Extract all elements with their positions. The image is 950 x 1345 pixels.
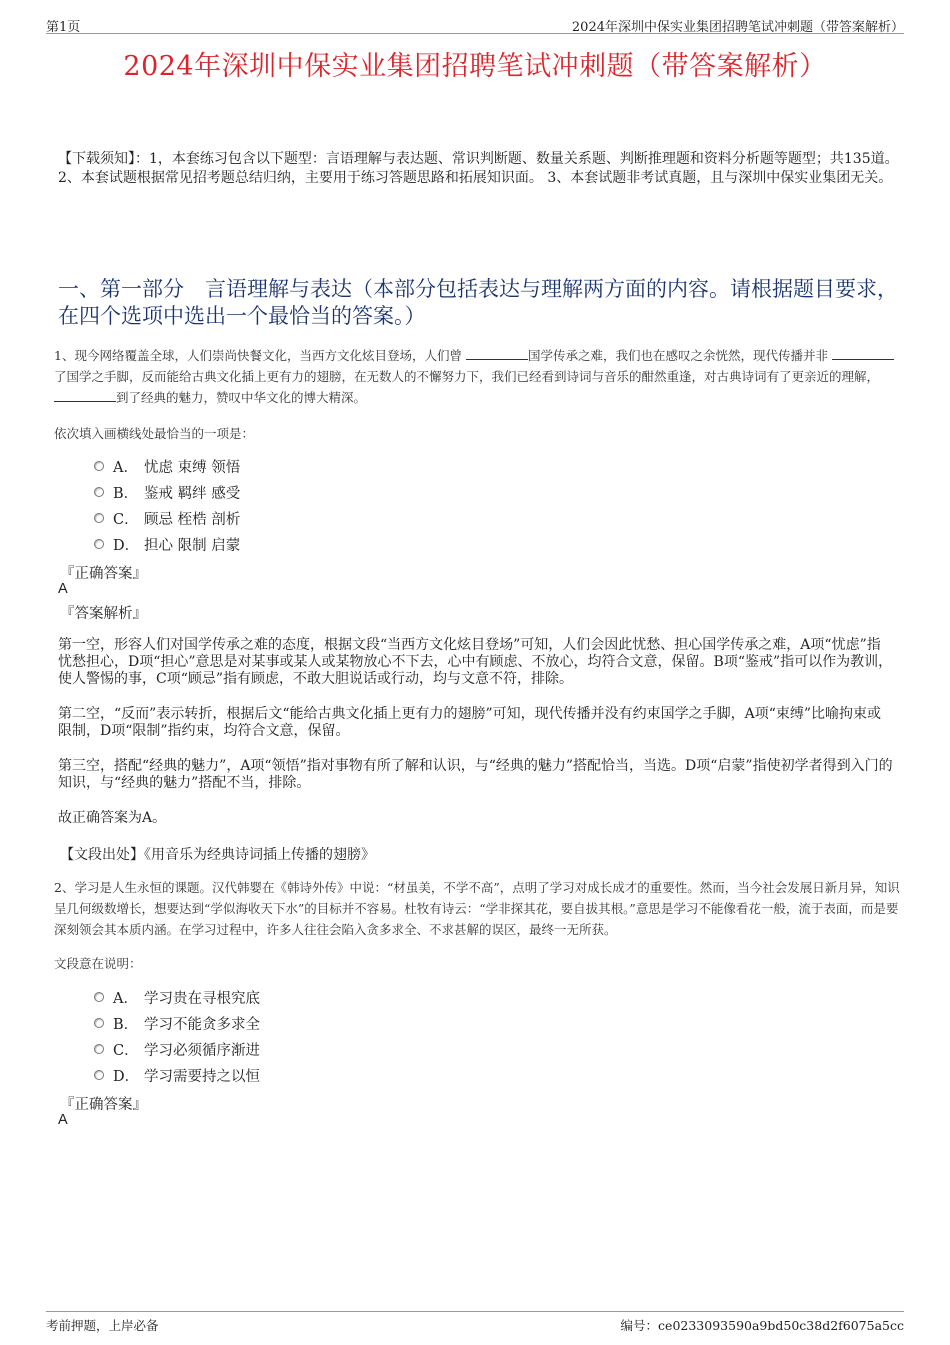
radio-button[interactable] (94, 1070, 104, 1080)
question-1-text: 1、现今网络覆盖全球，人们崇尚快餐文化，当西方文化炫目登场，人们曾 国学传承之难，我们也在感叹之余恍然，现代传播并非 了国学之手脚，反而能给古典文化插上更有力的翅膀，在无数人的不懈努力下，我们已经看到诗词与音乐的酣然重逢，对古典诗词有了更亲近的理解， 到了经典的魅力，赞叹中华文化的博大精深。 (54, 345, 902, 408)
document-id: 编号：ce0233093590a9bd50c38d2f6075a5cc (620, 1318, 904, 1333)
question-2-text: 2、学习是人生永恒的课题。汉代韩婴在《韩诗外传》中说：“材虽美，不学不高”，点明了学习对成长成才的重要性。然而，当今社会发展日新月异，知识呈几何级数增长，想要达到“学似海收天下水”的目标并不容易。杜牧有诗云：“学非探其花，要自拔其根。”意思是学习不能像看花一般，流于表面，而是要深刻领会其本质内涵。在学习过程中，许多人往往会陷入贪多求全、不求甚解的误区，最终一无所获。 (54, 880, 900, 937)
analysis-paragraph: 第一空，形容人们对国学传承之难的态度，根据文段“当西方文化炫目登场”可知，人们会因此忧愁、担心国学传承之难，A项“忧虑”指忧愁担心，D项“担心”意思是对某事或某人或某物放心不下去，心中有顾虑、不放心，均符合文意，保留。B项“鉴戒”指可以作为教训，使人警惕的事，C项“顾忌”指有顾虑，不敢大胆说话或行动，均与文意不符，排除。 (58, 637, 893, 687)
passage-source: 【文段出处】《用音乐为经典诗词插上传播的翅膀》 (60, 847, 375, 863)
option-a[interactable]: A． 忧虑 束缚 领悟 (94, 453, 240, 479)
correct-answer-label: 『正确答案』 (60, 566, 147, 582)
question-2-options (94, 984, 260, 1088)
radio-button[interactable] (94, 992, 104, 1002)
radio-button[interactable] (94, 539, 104, 549)
option-a[interactable]: A． 学习贵在寻根究底 (94, 984, 260, 1010)
option-d[interactable]: D． 担心 限制 启蒙 (94, 531, 240, 557)
analysis-paragraph: 第二空，“反而”表示转折，根据后文“能给古典文化插上更有力的翅膀”可知，现代传播并没有约束国学之手脚，A项“束缚”比喻拘束或限制，D项“限制”指约束，均符合文意，保留。 (58, 706, 882, 739)
analysis-label: 『答案解析』 (60, 606, 147, 622)
radio-button[interactable] (94, 513, 104, 523)
radio-button[interactable] (94, 461, 104, 471)
fill-blank-2 (832, 346, 894, 360)
option-c[interactable]: C． 顾忌 桎梏 剖析 (94, 505, 240, 531)
header-doc-title: 2024年深圳中保实业集团招聘笔试冲刺题（带答案解析） (571, 20, 904, 35)
option-b[interactable]: B． 学习不能贪多求全 (94, 1010, 260, 1036)
option-d[interactable]: D． 学习需要持之以恒 (94, 1062, 260, 1088)
fill-blank-1 (466, 346, 528, 360)
document-title: 2024年深圳中保实业集团招聘笔试冲刺题（带答案解析） (123, 51, 827, 82)
footer-slogan: 考前押题，上岸必备 (46, 1318, 159, 1333)
question-2-prompt: 文段意在说明： (54, 956, 142, 971)
download-notice: 【下载须知】：1，本套练习包含以下题型：言语理解与表达题、常识判断题、数量关系题、判断推理题和资料分析题等题型；共135道。 2、本套试题根据常见招考题总结归纳，主要用于练习答题思路和拓展知识面。 3、本套试题非考试真题，且与深圳中保实业集团无关。 (58, 151, 899, 186)
analysis-paragraph: 第三空，搭配“经典的魅力”，A项“领悟”指对事物有所了解和认识，与“经典的魅力”搭配恰当，当选。D项“启蒙”指使初学者得到入门的知识，与“经典的魅力”搭配不当，排除。 (58, 758, 893, 791)
correct-answer-label: 『正确答案』 (60, 1097, 147, 1113)
page-footer (46, 1311, 904, 1333)
option-c[interactable]: C． 学习必须循序渐进 (94, 1036, 260, 1062)
radio-button[interactable] (94, 1018, 104, 1028)
option-b[interactable]: B． 鉴戒 羁绊 感受 (94, 479, 240, 505)
analysis-conclusion: 故正确答案为A。 (58, 810, 167, 826)
page-number: 第1页 (46, 20, 81, 35)
correct-answer: A (58, 581, 68, 597)
radio-button[interactable] (94, 487, 104, 497)
radio-button[interactable] (94, 1044, 104, 1054)
question-1-options (94, 453, 240, 557)
correct-answer: A (58, 1112, 68, 1128)
section-heading: 一、第一部分 言语理解与表达（本部分包括表达与理解两方面的内容。请根据题目要求，在四个选项中选出一个最恰当的答案。） (58, 277, 898, 328)
question-1-prompt: 依次填入画横线处最恰当的一项是： (54, 426, 255, 441)
fill-blank-3 (54, 388, 116, 402)
page-header (46, 14, 904, 34)
